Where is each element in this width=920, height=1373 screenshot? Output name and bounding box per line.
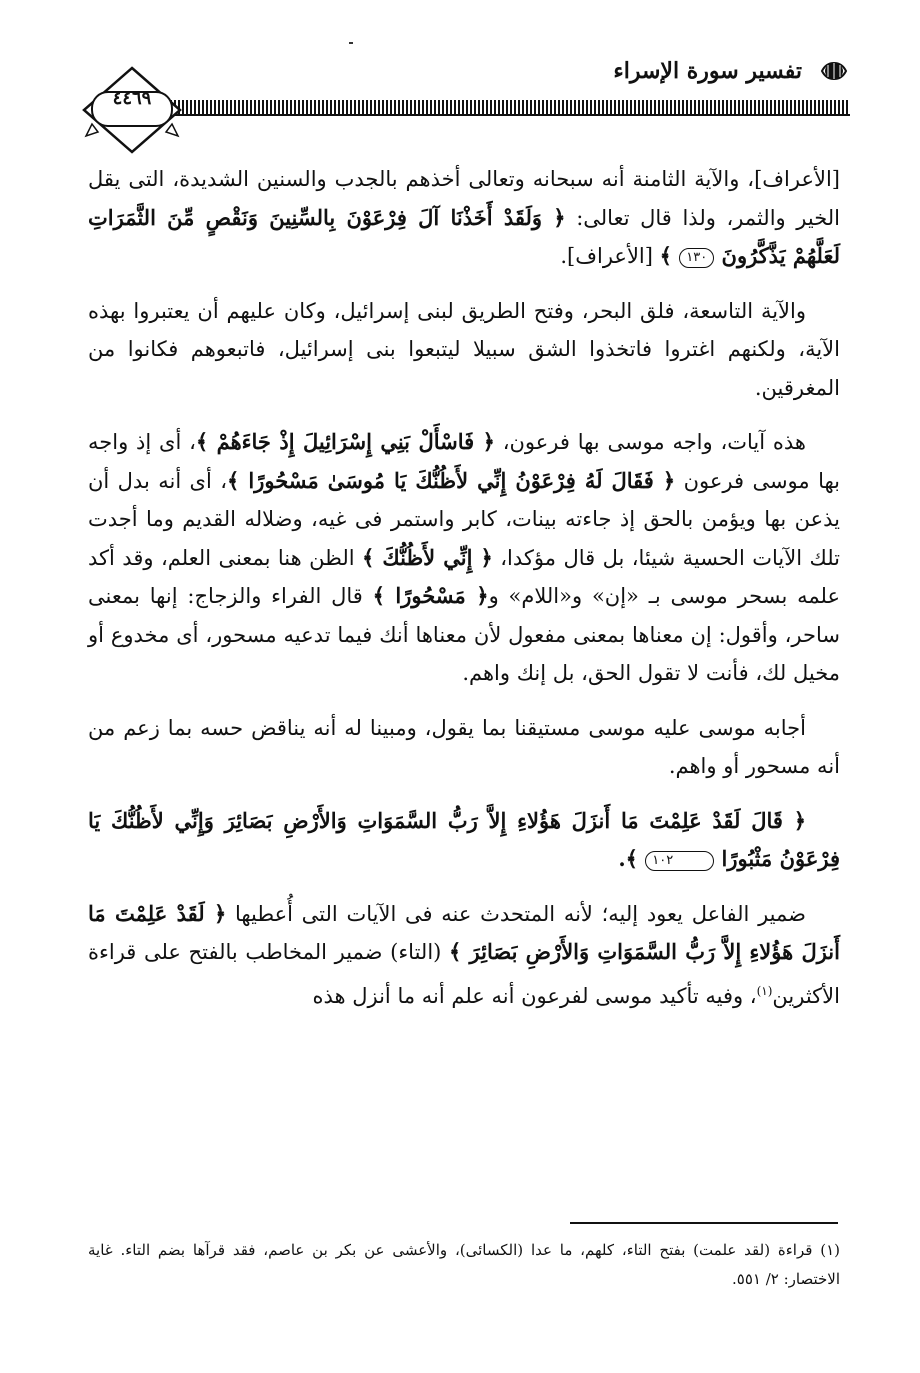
text-segment: ، أى أنه بدل أن يذعن بها ويؤمن بالحق إذ جاءته بينات، كابر واستمر فى غيه، وضلاله القديم وما أجدت تلك الآيات الحسية شيئا، بل قال مؤكدا، bbox=[88, 468, 841, 570]
header-rule-line bbox=[170, 114, 850, 116]
verse-number: ١٠٢ bbox=[645, 851, 714, 871]
text-segment: ، أى إذ واجه بها موسى فرعون bbox=[88, 430, 840, 493]
quran-quote: ﴾ bbox=[659, 243, 680, 268]
quran-quote: ﴿ لَقَدْ عَلِمْتَ مَا أَنزَلَ هَؤُلاءِ إِلاَّ رَبُّ السَّمَوَاتِ وَالأَرْضِ بَصَائِرَ ﴾ bbox=[88, 900, 840, 964]
text-segment: (التاء) ضمير المخاطب بالفتح على قراءة الأكثرين bbox=[88, 940, 840, 1008]
running-header-title: تفسير سورة الإسراء bbox=[613, 58, 802, 84]
text-segment: الظن هنا بمعنى العلم، وقد أكد علمه بسحر موسى بـ «إن» و«اللام» و bbox=[88, 545, 841, 608]
paragraph-p3 bbox=[88, 423, 840, 693]
footnote: (١) قراءة (لقد علمت) بفتح التاء، كلهم، ما عدا (الكسائى)، والأعشى عن بكر بن عاصم، فقد قرآها بضم التاء. غاية الاختصار: ٢/ ٥٥١. bbox=[88, 1241, 840, 1288]
text-segment: [الأعراف]، والآية الثامنة أنه سبحانه وتعالى أخذهم بالجدب والسنين الشديدة، التى يقل الخير والثمر، ولذا قال تعالى: bbox=[88, 167, 841, 230]
quran-quote: ﴿ إِنِّي لأَظُنُّكَ ﴾ bbox=[362, 544, 493, 570]
quran-quote: ﴿ قَالَ لَقَدْ عَلِمْتَ مَا أَنزَلَ هَؤُلاءِ إِلاَّ رَبُّ السَّمَوَاتِ وَالأَرْضِ بَصَائِرَ وَإِنِّي لأَظُنُّكَ يَا فِرْعَوْنُ مَثْبُورًا bbox=[88, 807, 840, 871]
text-segment: أجابه موسى عليه موسى مستيقنا بما يقول، ومبينا له أنه يناقض حسه بما زعم من أنه مسحور أو واهم. bbox=[88, 715, 840, 778]
text-segment: ضمير الفاعل يعود إليه؛ لأنه المتحدث عنه فى الآيات التى أُعطيها bbox=[226, 901, 806, 926]
quran-quote: ﴾. bbox=[618, 846, 646, 871]
paragraph-p5 bbox=[88, 802, 840, 879]
page-number-badge bbox=[82, 66, 182, 156]
verse-number: ١٣٠ bbox=[679, 248, 714, 268]
header-ornament-icon bbox=[820, 60, 848, 82]
paragraph-p2 bbox=[88, 292, 840, 408]
quran-quote: ﴿ فَاسْأَلْ بَنِي إِسْرَائِيلَ إِذْ جَاءَهُمْ ﴾ bbox=[195, 429, 495, 454]
text-segment: ، وفيه تأكيد موسى لفرعون أنه علم أنه ما أنزل هذه bbox=[312, 983, 757, 1008]
text-segment: هذه آيات، واجه موسى بها فرعون، bbox=[494, 430, 806, 454]
paragraph-p1 bbox=[88, 160, 840, 276]
header-rule bbox=[170, 100, 850, 114]
text-segment: والآية التاسعة، فلق البحر، وفتح الطريق لبنى إسرائيل، وكان عليهم أن يعتبروا بهذه الآية، ولكنهم اغتروا فاتخذوا الشق سبيلا ليتبعوا بنى إسرائيل، فاتبعوهم فكانوا من المغرقين. bbox=[88, 298, 840, 400]
quran-quote: ﴿ وَلَقَدْ أَخَذْنَا آلَ فِرْعَوْنَ بِالسِّنِينَ وَنَقْصٍ مِّنَ الثَّمَرَاتِ لَعَلَّهُمْ يَذَّكَّرُونَ bbox=[88, 204, 840, 268]
page-number: ٤٤٦٩ bbox=[112, 88, 152, 109]
quran-quote: ﴿ مَسْحُورًا ﴾ bbox=[372, 583, 489, 608]
paragraph-p6 bbox=[88, 895, 840, 1016]
text-segment: [الأعراف]. bbox=[560, 244, 660, 268]
paragraph-p4 bbox=[88, 709, 840, 786]
main-text bbox=[88, 160, 840, 1031]
footnote-marker: (١) bbox=[756, 983, 773, 998]
footnote-rule bbox=[570, 1222, 838, 1224]
scan-speck bbox=[349, 42, 353, 44]
quran-quote: ﴿ فَقَالَ لَهُ فِرْعَوْنُ إِنِّي لأَظُنُّكَ يَا مُوسَىٰ مَسْحُورًا ﴾ bbox=[227, 467, 676, 493]
text-segment: قال الفراء والزجاج: إنها بمعنى ساحر، وأقول: إن معناها بمعنى مفعول لأن معناها أنك فيما تدعيه مسحور، أى مخدوع أو مخيل لك، فأنت لا تقول الحق، بل إنك واهم. bbox=[88, 584, 840, 685]
